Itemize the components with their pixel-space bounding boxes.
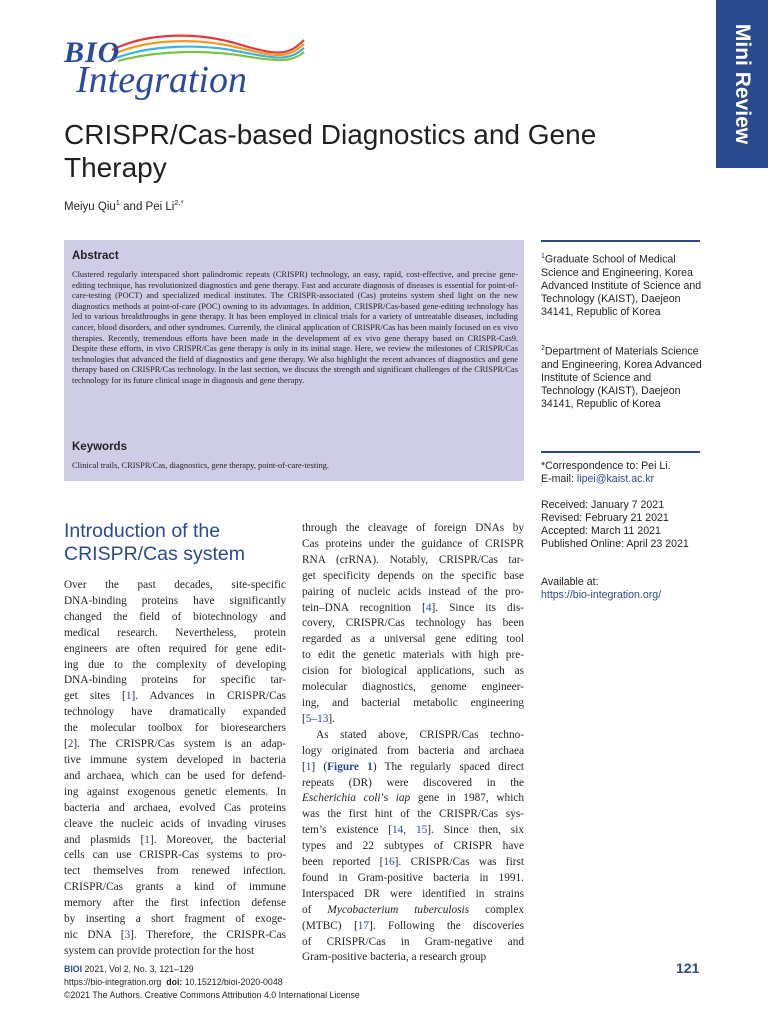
body-text-line: Escherichia coli’s iap gene in 1987, which <box>302 792 524 805</box>
body-text-line: medical research. Nevertheless, protein <box>64 626 286 639</box>
logo-integration-text: Integration <box>76 59 247 101</box>
body-text-line: RNA (crRNA). Notably, CRISPR/Cas tar- <box>302 553 524 566</box>
body-text-line: DNA-binding proteins have significantly <box>64 594 286 607</box>
abstract-box <box>64 240 524 481</box>
published-date: Published Online: April 23 2021 <box>541 538 689 550</box>
footer-journal-abbr: BIOI <box>64 964 83 974</box>
author-affiliation-mark: 1 <box>115 198 120 207</box>
body-text-line: [1] (Figure 1) The regularly spaced direct <box>302 760 524 773</box>
keywords-heading: Keywords <box>72 441 127 453</box>
footer-url[interactable]: https://bio-integration.org <box>64 977 162 987</box>
body-text-line: of Mycobacterium tuberculosis complex <box>302 903 524 916</box>
body-text-line: molecular diagnostics, genome engineer- <box>302 681 524 694</box>
email-link[interactable]: lipei@kaist.ac.kr <box>576 473 655 485</box>
body-text-line: As stated above, CRISPR/Cas techno- <box>316 728 524 741</box>
journal-logo <box>64 28 304 108</box>
body-text-line: and plasmids [1]. Moreover, the bacterial <box>64 833 286 846</box>
body-text-line: engineers are often required for gene edit- <box>64 642 286 655</box>
body-text-line: been reported [16]. CRISPR/Cas was first <box>302 856 525 869</box>
body-text-line: through the cleavage of foreign DNAs by <box>302 522 524 534</box>
accepted-date: Accepted: March 11 2021 <box>541 525 661 537</box>
affiliation-2 <box>541 342 706 411</box>
affiliation-rule <box>541 240 700 242</box>
body-text-line: was the first hint of the CRISPR/Cas sys- <box>302 808 524 821</box>
body-column-left <box>64 578 286 960</box>
body-text-line: tein–DNA recognition [4]. Since its dis- <box>302 601 524 614</box>
correspondence <box>541 460 706 486</box>
body-text-line: found in Gram-positive bacteria in 1991. <box>302 871 524 884</box>
logo-bio-text: BIO <box>64 36 121 69</box>
body-text-line: ing, and bacterial metabolic engineering <box>302 696 524 709</box>
section-heading-line: Introduction of the <box>64 520 221 542</box>
body-text-line: get specificity depends on the specific base <box>302 569 524 582</box>
body-text-line: DNA-binding proteins for specific tar- <box>64 674 286 687</box>
body-text-line: tect themselves from renewed infection. <box>64 865 286 878</box>
revised-date: Revised: February 21 2021 <box>541 512 669 524</box>
footer-citation-line <box>64 963 360 976</box>
author-name: Meiyu Qiu <box>64 200 116 213</box>
body-text-line: Gram-positive bacteria, a research group <box>302 951 487 964</box>
footer-doi-line <box>64 976 360 989</box>
page-footer <box>64 963 360 1002</box>
section-tab-label: Mini Review <box>731 23 754 145</box>
body-text-line: technology have dramatically expanded <box>64 706 286 719</box>
correspondence-rule <box>541 451 700 453</box>
body-text-line: ing against exogenous genetic elements. In <box>64 785 286 798</box>
body-text-line: memory after the first infection defense <box>64 897 286 910</box>
email-label: E-mail: <box>541 473 577 485</box>
article-title: CRISPR/Cas-based Diagnostics and Gene Therapy <box>64 119 597 183</box>
body-text-line: the molecular toolbox for bioresearchers <box>64 722 286 735</box>
article-dates <box>541 499 706 551</box>
footer-citation: 2021, Vol 2, No. 3, 121–129 <box>82 964 194 974</box>
available-label: Available at: <box>541 576 599 588</box>
author-affiliation-mark: 2,* <box>174 198 184 207</box>
body-text-line: cells can use CRISPR-Cas systems to pro- <box>64 849 286 862</box>
body-text-line: Cas proteins under the guidance of CRISPR <box>302 537 524 550</box>
affiliation-1 <box>541 250 706 319</box>
footer-license: ©2021 The Authors. Creative Commons Attribution 4.0 International License <box>64 990 360 1000</box>
body-text-line: types and 22 subtypes of CRISPR have <box>302 840 524 853</box>
available-link[interactable]: https://bio-integration.org/ <box>541 589 662 601</box>
body-text-line: by inserting a short fragment of exoge- <box>64 913 286 926</box>
body-text-line: Interspaced DR were identified in strains <box>302 887 524 900</box>
body-text-line: regarded as a universal gene editing tool <box>302 633 524 646</box>
affiliation-mark: 2 <box>541 345 545 352</box>
section-heading <box>64 520 284 566</box>
body-text-line: tem’s existence [14, 15]. Since then, six <box>302 824 524 837</box>
body-text-line: logy originated from bacteria and archaea <box>302 744 524 757</box>
email-line <box>541 473 706 486</box>
body-text-line: CRISPR/Cas grants a kind of immune <box>64 881 286 894</box>
author-list <box>64 198 184 213</box>
body-text-line: system can provide protection for the host <box>64 944 255 957</box>
body-text-line: of CRISPR/Cas in Gram-negative and <box>302 935 524 948</box>
received-date: Received: January 7 2021 <box>541 499 665 511</box>
body-text-line: bacteria and archaea, evolved Cas proteins <box>64 801 286 814</box>
author-joiner: and <box>119 200 146 213</box>
footer-doi-label: doi: <box>166 977 183 987</box>
author-name: Pei Li <box>145 200 175 213</box>
affiliation-text: Department of Materials Science and Engineering, Korea Advanced Institute of Science and Technology (KAIST), Daejeon 34141, Republic of Korea <box>541 345 702 410</box>
keywords-text: Clinical trails, CRISPR/Cas, diagnostics, gene therapy, point-of-care-testing. <box>72 461 329 470</box>
body-text-line: ing due to the complexity of developing <box>64 658 286 671</box>
body-text-line: changed the field of biotechnology and <box>64 610 286 623</box>
affiliation-text: Graduate School of Medical Science and Engineering, Korea Advanced Institute of Science and Technology (KAIST), Daejeon 34141, Republic of Korea <box>541 253 702 318</box>
correspondence-text: *Correspondence to: Pei Li. <box>541 460 671 472</box>
affiliation-mark: 1 <box>541 253 545 260</box>
section-heading-line: CRISPR/Cas system <box>64 543 245 565</box>
body-text-line: [2]. The CRISPR/Cas system is an adap- <box>64 738 286 751</box>
body-text-line: repeats (DR) were discovered in the <box>302 776 524 789</box>
body-text-line: covery, CRISPR/Cas technology has been <box>302 617 524 630</box>
body-text-line: cleave the nucleic acids of invading viruses <box>64 817 286 830</box>
body-text-line: cision for biological applications, such as <box>302 665 524 678</box>
abstract-text: Clustered regularly interspaced short palindromic repeats (CRISPR) technology, an easy, rapid, cost-effective, and precise gene-editing technique, has revolutionized diagnostics and gene therapy. Fast and accurate diagnosis of diseases is essential for point-of-care-testing (POCT) and specialized medical institutes. The CRISPR-associated (Cas) proteins system shed light on the new diagnostics methods at point-of-care (POC) owning to its advantages. In addition, CRISPR/Cas-based gene-editing technology has led to various breakthroughs in gene therapy. It has been employed in clinical trials for a variety of untreatable diseases, including cancer, blood disorders, and other syndromes. Currently, the clinical application of CRISPR/Cas has been mainly focused on ex vivo therapies. Recently, tremendous efforts have been made in the development of ex vivo gene therapy based on CRISPR-Cas9. Despite these efforts, in vivo CRISPR/Cas gene therapy is only in its initial stage. Here, we review the milestones of CRISPR/Cas technologies that advanced the field of diagnostics and gene therapy. We also highlight the recent advances of diagnostics and gene therapy based on CRISPR/Cas technology. In the last section, we discuss the strength and significant challenges of the CRISPR/Cas technology for its future clinical usage in diagnosis and gene therapy. <box>72 270 518 385</box>
body-text-line: and archaea, which can be used for defend- <box>64 769 286 782</box>
availability <box>541 576 706 602</box>
body-column-middle <box>302 521 524 966</box>
abstract-heading: Abstract <box>72 250 119 262</box>
body-text-line: get sites [1]. Advances in CRISPR/Cas <box>64 690 287 703</box>
body-text-line: tive immune system developed in bacteria <box>64 753 286 766</box>
body-text-line: pairing of nucleic acids instead of the pro- <box>302 585 524 598</box>
body-text-line: to edit the genetic materials with high pre- <box>302 649 524 662</box>
section-tab <box>716 0 768 168</box>
body-text-line: (MTBC) [17]. Following the discoveries <box>302 919 524 932</box>
body-text-line: Over the past decades, site-specific <box>64 579 286 591</box>
body-text-line: [5–13]. <box>302 712 335 725</box>
page-number: 121 <box>676 960 700 976</box>
footer-doi[interactable]: 10.15212/bioi-2020-0048 <box>182 977 283 987</box>
body-text-line: nic DNA [3]. Therefore, the CRISPR-Cas <box>64 928 286 941</box>
